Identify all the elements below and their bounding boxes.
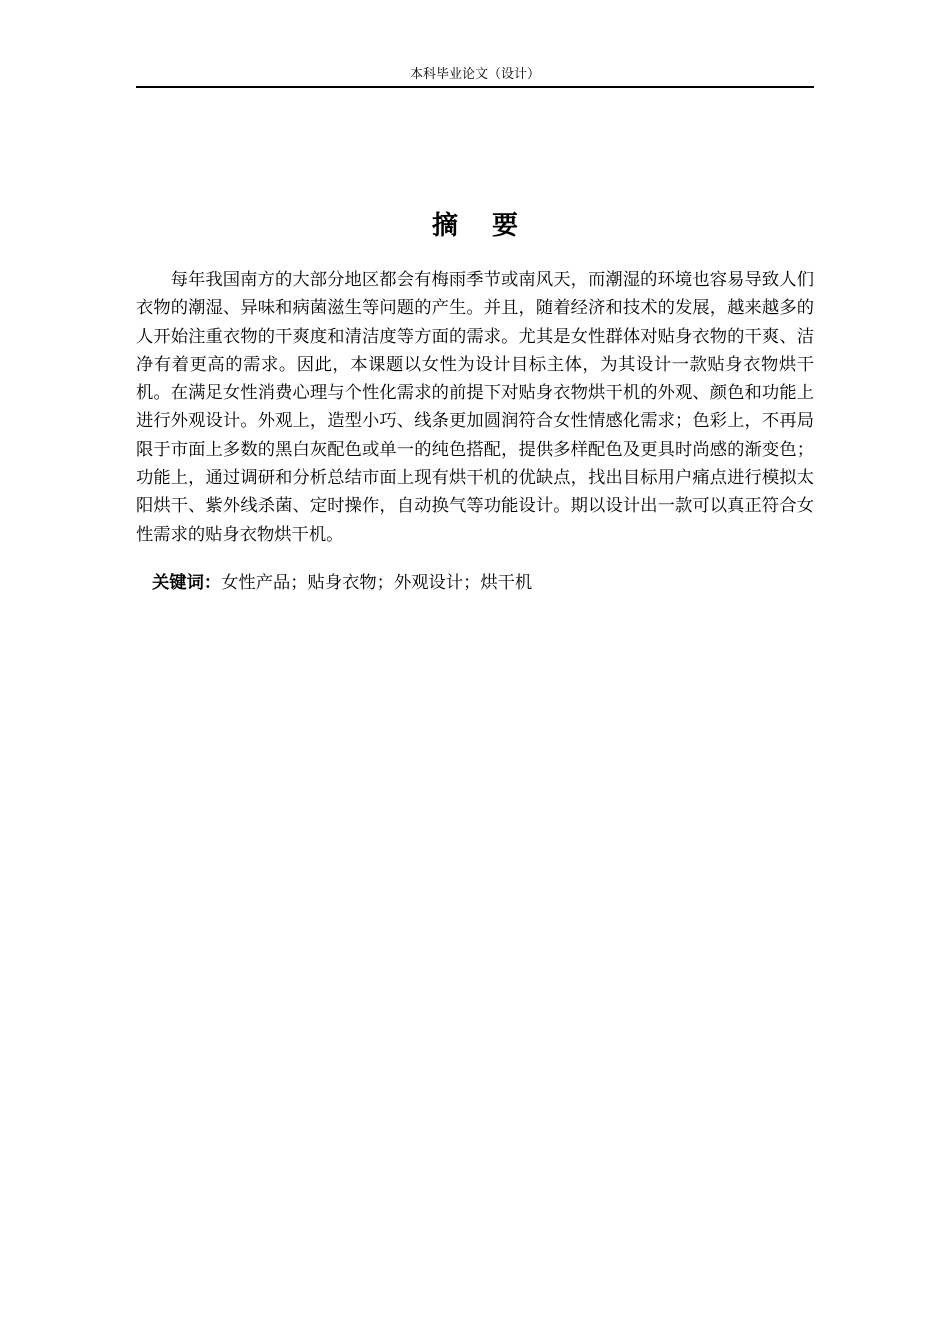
running-header: 本科毕业论文（设计） [409,67,540,82]
abstract-title-char-1: 摘 [431,211,458,241]
abstract-title-char-2: 要 [492,211,519,241]
keywords-label: 关键词： [152,573,222,593]
keywords-line [136,569,830,597]
header-divider [136,86,814,88]
abstract-paragraph: 每年我国南方的大部分地区都会有梅雨季节或南风天，而潮湿的环境也容易导致人们衣物的潮湿、异味和病菌滋生等问题的产生。并且，随着经济和技术的发展，越来越多的人开始注重衣物的干爽度和清洁度等方面的需求。尤其是女性群体对贴身衣物的干爽、洁净有着更高的需求。因此，本课题以女性为设计目标主体，为其设计一款贴身衣物烘干机。在满足女性消费心理与个性化需求的前提下对贴身衣物烘干机的外观、颜色和功能上进行外观设计。外观上，造型小巧、线条更加圆润符合女性情感化需求；色彩上，不再局限于市面上多数的黑白灰配色或单一的纯色搭配，提供多样配色及更具时尚感的渐变色；功能上，通过调研和分析总结市面上现有烘干机的优缺点，找出目标用户痛点进行模拟太阳烘干、紫外线杀菌、定时操作，自动换气等功能设计。期以设计出一款可以真正符合女性需求的贴身衣物烘干机。 [136,270,814,545]
keywords-values: 女性产品；贴身衣物；外观设计；烘干机 [221,573,533,593]
abstract-title [136,206,814,246]
